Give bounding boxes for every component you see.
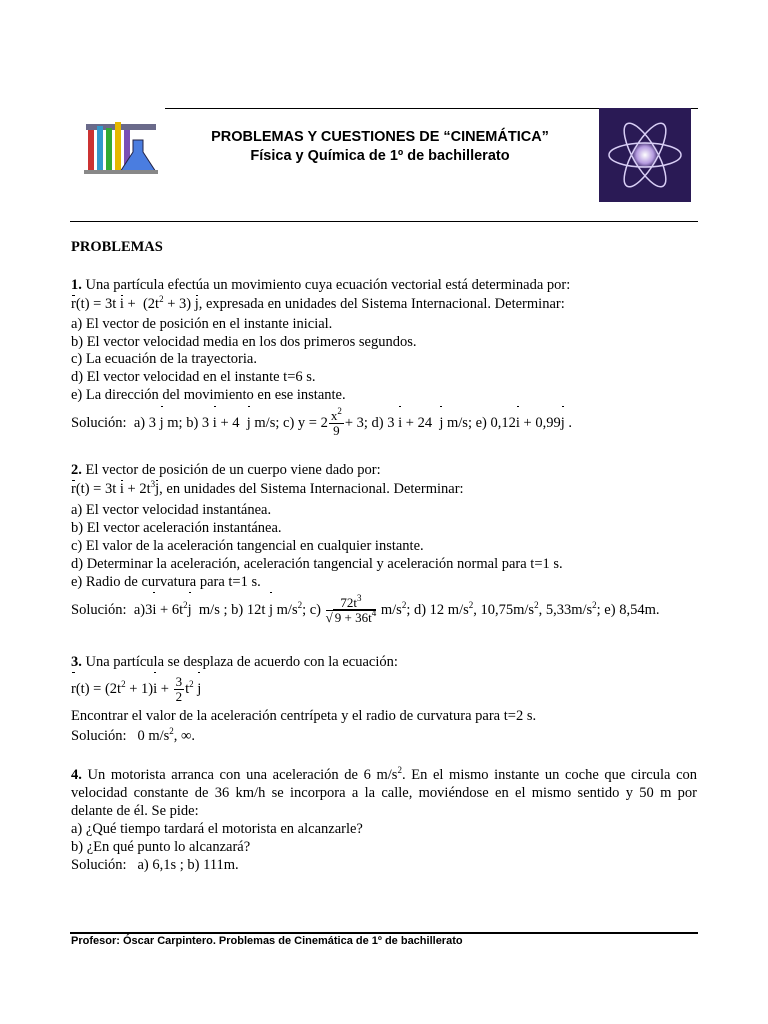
- problem-4-line-1: [71, 766, 697, 784]
- problem-1-item-a: a) El vector de posición en el instante inicial.: [71, 316, 333, 332]
- problem-2-item-c: c) El valor de la aceleración tangencial en cualquier instante.: [71, 538, 424, 554]
- problem-4-number: 4.: [71, 767, 82, 783]
- problem-1-equation: [71, 295, 565, 313]
- problem-4-solution-value: a) 6,1s ; b) 111m.: [130, 857, 239, 873]
- problem-1-item-b: b) El vector velocidad media en los dos primeros segundos.: [71, 334, 417, 350]
- problem-2-equation-tail: , en unidades del Sistema Internacional. Determinar:: [159, 481, 464, 497]
- problem-4-item-b: b) ¿En qué punto lo alcanzará?: [71, 839, 251, 855]
- problem-2-number: 2.: [71, 462, 82, 478]
- problem-1-item-d: d) El vector velocidad en el instante t=6 s.: [71, 369, 316, 385]
- footer-text: Profesor: Óscar Carpintero. Problemas de Cinemática de 1º de bachillerato: [71, 935, 463, 947]
- document-title: PROBLEMAS Y CUESTIONES DE “CINEMÁTICA”: [211, 129, 549, 145]
- section-title: PROBLEMAS: [71, 239, 163, 255]
- problem-2-intro: [71, 461, 381, 479]
- problem-1-solution: [71, 406, 572, 440]
- problem-4-line-2: velocidad constante de 36 km/h se incorpora a la calle, moviéndose en el mismo sentido y 50 m por: [71, 785, 697, 801]
- problem-3-equation: $r(t) = (2t^2 + 1)i$ + $\frac{3}{2}$ $t^2$ j: [71, 672, 201, 706]
- problem-1-formula: r(t) = 3t $i + (2t^2 + 3)$ j: [71, 294, 199, 312]
- problem-3-intro-text: Una partícula se desplaza de acuerdo con la ecuación:: [81, 654, 398, 670]
- atom-logo: [599, 108, 691, 202]
- problem-4-text-b: . En el mismo instante un coche que circula con: [401, 767, 698, 783]
- problem-1-item-c: c) La ecuación de la trayectoria.: [71, 351, 257, 367]
- problem-4-line-3: delante de él. Se pide:: [71, 803, 199, 819]
- problem-3-text: Encontrar el valor de la aceleración centrípeta y el radio de curvatura para t=2 s.: [71, 708, 537, 724]
- problem-1-number: 1.: [71, 277, 82, 293]
- problem-4-solution: [71, 856, 239, 874]
- document-subtitle: Física y Química de 1º de bachillerato: [250, 148, 510, 164]
- problem-2-item-a: a) El vector velocidad instantánea.: [71, 502, 272, 518]
- problem-2-solution-value: $a)3i + 6t^2j$ m/s ; b) 12t j $m/s^2$; c) $\frac{72t^3}{√ 9 + 36t^4}$ $m/s^2$; d) 12 $m/s^2$, $10,75m/s^2$, $5,33m/s^2$; e) 8,54m.: [130, 602, 659, 618]
- problem-4-solution-label: Solución:: [71, 857, 127, 873]
- problem-1-equation-tail: , expresada en unidades del Sistema Internacional. Determinar:: [198, 296, 565, 312]
- problem-1-intro-text: Una partícula efectúa un movimiento cuya ecuación vectorial está determinada por:: [81, 277, 571, 293]
- problem-2-equation: [71, 480, 464, 498]
- problem-1-item-e: e) La dirección del movimiento en ese instante.: [71, 387, 346, 403]
- problem-2-solution: [71, 592, 659, 628]
- problem-3-solution-label: Solución:: [71, 728, 127, 744]
- problem-2-item-e: e) Radio de curvatura para t=1 s.: [71, 574, 261, 590]
- problem-1-intro: [71, 276, 570, 294]
- problem-2-intro-text: El vector de posición de un cuerpo viene dado por:: [81, 462, 381, 478]
- footer-rule: [70, 932, 698, 934]
- header-bottom-rule: [70, 221, 698, 222]
- problem-1-solution-value: a) 3 j m; b) 3 i + 4 j m/s; c) y = 2 $\frac{x^2}{9}$ + 3; d) 3 i + 24 j m/s; e) 0,12i + 0,99j .: [130, 406, 572, 439]
- problem-2-formula: r(t) = 3t $i + 2t^3j$: [71, 479, 160, 497]
- problem-4-acceleration: 6 $m/s^2$: [363, 765, 402, 783]
- problem-2-solution-label: Solución:: [71, 602, 127, 618]
- problem-4-item-a: a) ¿Qué tiempo tardará el motorista en alcanzarle?: [71, 821, 363, 837]
- chemistry-flasks-logo: [78, 118, 168, 180]
- problem-3-number: 3.: [71, 654, 82, 670]
- problem-2-item-b: b) El vector aceleración instantánea.: [71, 520, 282, 536]
- problem-3-intro: [71, 653, 398, 671]
- problem-1-solution-label: Solución:: [71, 415, 127, 431]
- problem-3-solution-value: 0 $m/s^2$, ∞.: [130, 726, 196, 744]
- problem-4-text-a: Un motorista arranca con una aceleración de: [81, 767, 364, 783]
- problem-2-item-d: d) Determinar la aceleración, aceleración tangencial y aceleración normal para t=1 s.: [71, 556, 563, 572]
- problem-3-solution: [71, 727, 195, 745]
